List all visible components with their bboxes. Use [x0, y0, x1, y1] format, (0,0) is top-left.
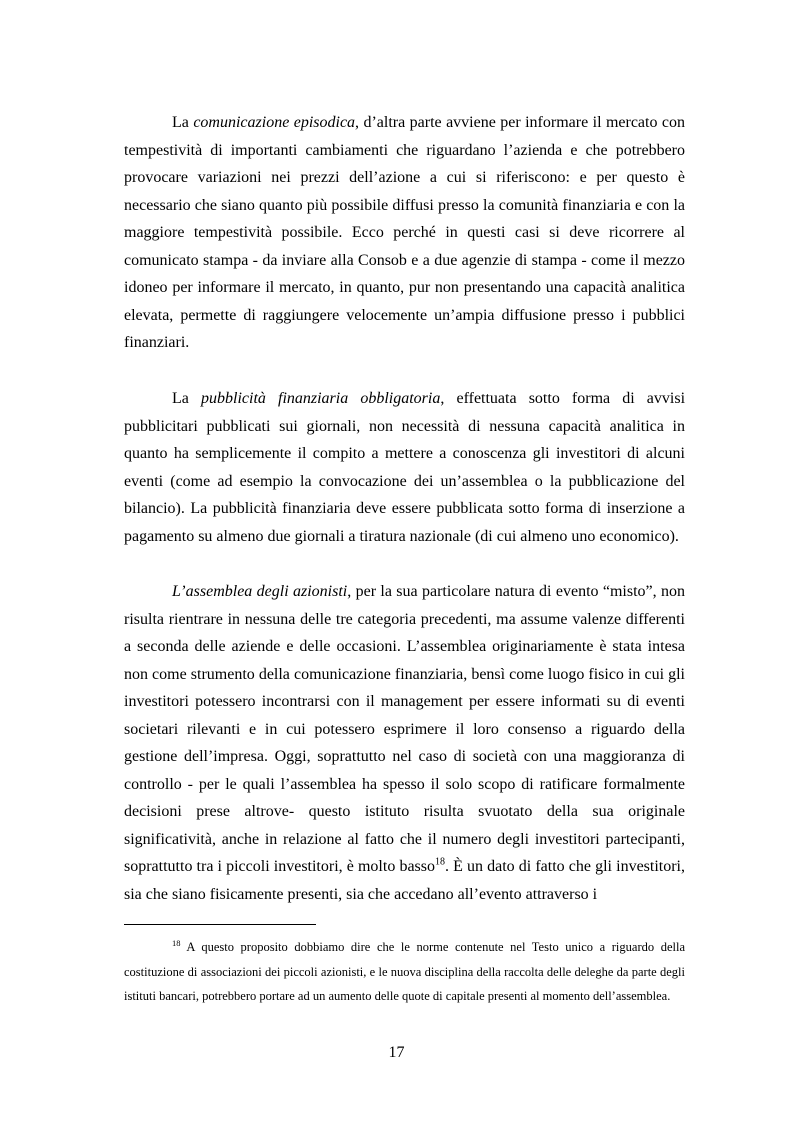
paragraph-comunicazione-episodica: [124, 109, 685, 357]
paragraph-lead: La: [172, 390, 201, 407]
paragraph-term: L’assemblea degli azionisti: [172, 583, 348, 600]
paragraph-body: , d’altra parte avviene per informare il mercato con tempestività di importanti cambiamenti che riguardano l’azienda e che potrebbero provocare variazioni nei prezzi dell’azione a cui si riferiscono: e per questo è necessario che siano quanto più possibile diffusi presso la comunità finanziaria e con la maggiore tempestività possibile. Ecco perché in questi casi si deve ricorrere al comunicato stampa - da inviare alla Consob e a due agenzie di stampa - come il mezzo idoneo per informare il mercato, in quanto, pur non presentando una capacità analitica elevata, permette di raggiungere velocemente un’ampia diffusione presso i pubblici finanziari.: [124, 114, 686, 351]
paragraph-term: comunicazione episodica: [193, 114, 356, 131]
paragraph-pubblicita-finanziaria: [124, 385, 685, 550]
paragraph-body: , effettuata sotto forma di avvisi pubblicitari pubblicati sui giornali, non necessità di nessuna capacità analitica in quanto ha semplicemente il compito a mettere a conoscenza gli investitori di alcuni eventi (come ad esempio la convocazione dei un’assemblea o la pubblicazione del bilancio). La pubblicità finanziaria deve essere pubblicata sotto forma di inserzione a pagamento su almeno due giornali a tiratura nazionale (di cui almeno uno economico).: [124, 390, 686, 545]
paragraph-lead: La: [172, 114, 194, 131]
footnote-divider: [124, 924, 316, 925]
paragraph-body-continued: . È un dato di fatto che gli investitori, sia che siano fisicamente presenti, sia che accedano all’evento attraverso i: [124, 858, 686, 903]
paragraph-body: , per la sua particolare natura di evento “misto”, non risulta rientrare in nessuna delle tre categoria precedenti, ma assume valenze differenti a seconda delle aziende e delle occasioni. L’assemblea originariamente è stata intesa non come strumento della comunicazione finanziaria, bensì come luogo fisico in cui gli investitori potessero incontrarsi con il management per essere informati su di eventi societari rilevanti e in cui potessero esprimere il loro consenso a riguardo della gestione dell’impresa. Oggi, soprattutto nel caso di società con una maggioranza di controllo - per le quali l’assemblea ha spesso il solo scopo di ratificare formalmente decisioni prese altrove- questo istituto risulta svuotato della sua originale significatività, anche in relazione al fatto che il numero degli investitori partecipanti, soprattutto tra i piccoli investitori, è molto basso: [124, 583, 685, 875]
paragraph-term: pubblicità finanziaria obbligatoria: [201, 390, 441, 407]
footnote: [124, 935, 685, 1009]
footnote-reference[interactable]: 18: [435, 856, 445, 868]
page-number: 17: [388, 1044, 405, 1061]
paragraph-assemblea-azionisti: [124, 578, 685, 908]
footnote-number: 18: [172, 937, 181, 948]
footnote-text: A questo proposito dobbiamo dire che le norme contenute nel Testo unico a riguardo della costituzione di associazioni dei piccoli azionisti, e le nuova disciplina della raccolta delle deleghe da parte degli istituti bancari, potrebbero portare ad un aumento delle quote di capitale presenti al momento dell’assemblea.: [124, 940, 685, 1003]
